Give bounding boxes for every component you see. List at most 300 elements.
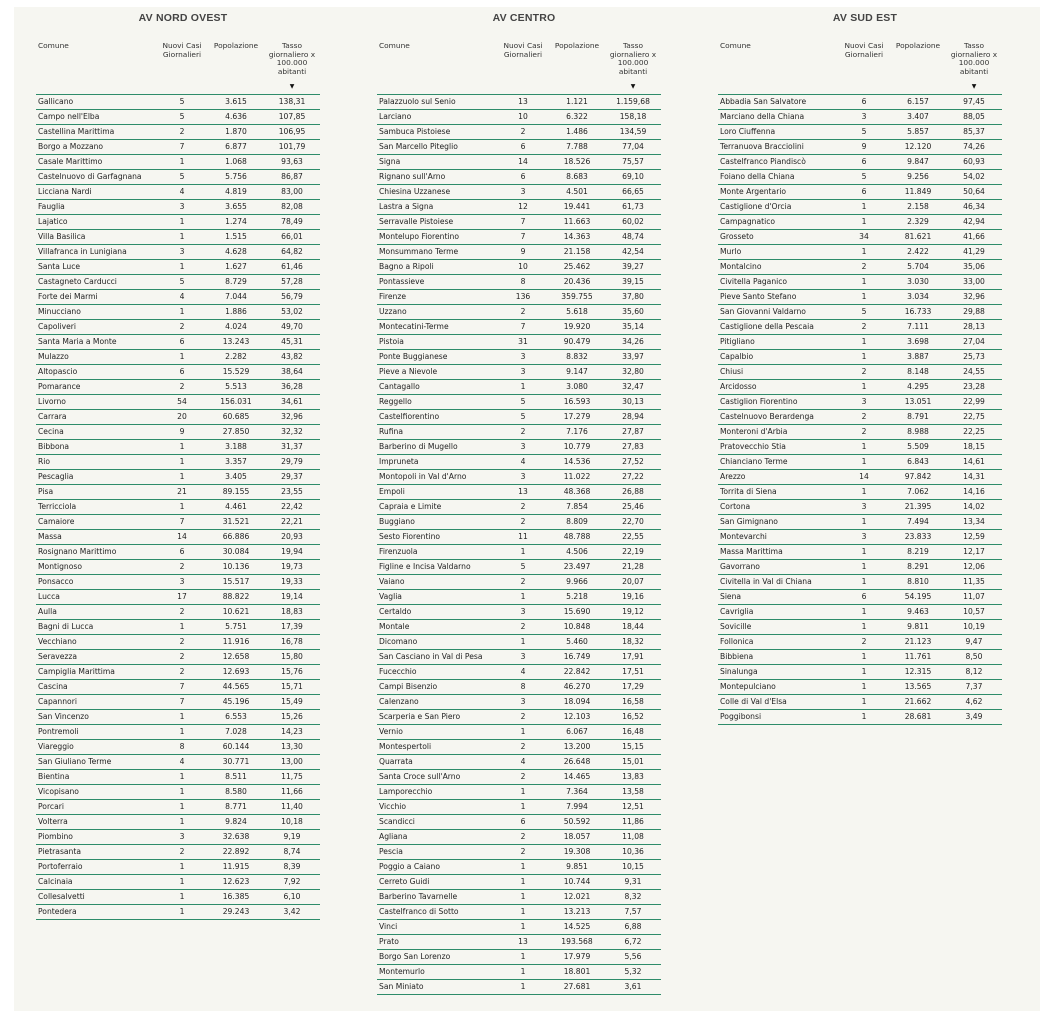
table-row xyxy=(377,890,661,905)
cell-tasso: 61,73 xyxy=(605,200,661,215)
cell-nuovi-casi: 5 xyxy=(497,410,549,425)
cell-nuovi-casi: 5 xyxy=(497,395,549,410)
table-row xyxy=(377,665,661,680)
cell-tasso: 134,59 xyxy=(605,125,661,140)
cell-nuovi-casi: 5 xyxy=(156,170,208,185)
cell-comune: San Vincenzo xyxy=(36,710,156,725)
cell-nuovi-casi: 8 xyxy=(156,740,208,755)
cell-tasso: 15,26 xyxy=(264,710,320,725)
cell-comune: Rufina xyxy=(377,425,497,440)
table-row xyxy=(377,305,661,320)
cell-nuovi-casi: 2 xyxy=(838,635,890,650)
cell-nuovi-casi: 1 xyxy=(838,665,890,680)
cell-comune: Certaldo xyxy=(377,605,497,620)
table-row xyxy=(36,830,320,845)
cell-popolazione: 14.465 xyxy=(549,770,605,785)
cell-nuovi-casi: 1 xyxy=(838,695,890,710)
cell-nuovi-casi: 7 xyxy=(497,215,549,230)
table-row xyxy=(36,620,320,635)
panel-title: AV CENTRO xyxy=(492,12,556,24)
cell-tasso: 35,14 xyxy=(605,320,661,335)
cell-popolazione: 44.565 xyxy=(208,680,264,695)
table-row xyxy=(377,725,661,740)
cell-tasso: 19,12 xyxy=(605,605,661,620)
cell-nuovi-casi: 13 xyxy=(497,95,549,110)
table-row xyxy=(377,920,661,935)
cell-popolazione: 90.479 xyxy=(549,335,605,350)
cell-nuovi-casi: 3 xyxy=(156,245,208,260)
cell-comune: Pontassieve xyxy=(377,275,497,290)
table-row xyxy=(36,350,320,365)
cell-nuovi-casi: 13 xyxy=(497,485,549,500)
cell-popolazione: 4.501 xyxy=(549,185,605,200)
cell-tasso: 24,55 xyxy=(946,365,1002,380)
cell-popolazione: 5.513 xyxy=(208,380,264,395)
table-row xyxy=(718,170,1002,185)
cell-nuovi-casi: 2 xyxy=(156,845,208,860)
table-row xyxy=(718,485,1002,500)
cell-popolazione: 3.407 xyxy=(890,110,946,125)
cell-comune: Campagnatico xyxy=(718,215,838,230)
cell-nuovi-casi: 1 xyxy=(156,500,208,515)
cell-popolazione: 5.756 xyxy=(208,170,264,185)
cell-comune: Porcari xyxy=(36,800,156,815)
cell-comune: Palazzuolo sul Senio xyxy=(377,95,497,110)
cell-tasso: 27,87 xyxy=(605,425,661,440)
table-row xyxy=(377,335,661,350)
table-row xyxy=(718,575,1002,590)
cell-nuovi-casi: 1 xyxy=(156,470,208,485)
cell-popolazione: 4.461 xyxy=(208,500,264,515)
cell-popolazione: 156.031 xyxy=(208,395,264,410)
cell-comune: Piombino xyxy=(36,830,156,845)
cell-nuovi-casi: 3 xyxy=(838,530,890,545)
table-row xyxy=(718,230,1002,245)
cell-tasso: 10,57 xyxy=(946,605,1002,620)
cell-nuovi-casi: 1 xyxy=(497,545,549,560)
cell-tasso: 22,42 xyxy=(264,500,320,515)
table-row xyxy=(377,320,661,335)
cell-tasso: 22,19 xyxy=(605,545,661,560)
cell-tasso: 97,45 xyxy=(946,95,1002,110)
table-row xyxy=(36,860,320,875)
data-table xyxy=(377,42,661,995)
cell-popolazione: 12.693 xyxy=(208,665,264,680)
table-row xyxy=(377,560,661,575)
cell-popolazione: 17.279 xyxy=(549,410,605,425)
cell-nuovi-casi: 1 xyxy=(497,980,549,995)
cell-popolazione: 5.509 xyxy=(890,440,946,455)
cell-tasso: 66,01 xyxy=(264,230,320,245)
cell-popolazione: 3.655 xyxy=(208,200,264,215)
cell-popolazione: 20.436 xyxy=(549,275,605,290)
cell-comune: Lastra a Signa xyxy=(377,200,497,215)
cell-nuovi-casi: 2 xyxy=(497,830,549,845)
table-header-row xyxy=(36,42,320,95)
cell-comune: Castellina Marittima xyxy=(36,125,156,140)
table-row xyxy=(377,350,661,365)
cell-comune: Capannori xyxy=(36,695,156,710)
table-row xyxy=(377,530,661,545)
cell-tasso: 9,19 xyxy=(264,830,320,845)
cell-popolazione: 3.698 xyxy=(890,335,946,350)
cell-popolazione: 14.536 xyxy=(549,455,605,470)
table-row xyxy=(377,695,661,710)
cell-tasso: 29,88 xyxy=(946,305,1002,320)
cell-popolazione: 4.506 xyxy=(549,545,605,560)
cell-popolazione: 7.364 xyxy=(549,785,605,800)
cell-comune: Siena xyxy=(718,590,838,605)
cell-comune: Calenzano xyxy=(377,695,497,710)
table-row xyxy=(377,470,661,485)
cell-popolazione: 12.103 xyxy=(549,710,605,725)
cell-nuovi-casi: 14 xyxy=(497,155,549,170)
cell-tasso: 11,86 xyxy=(605,815,661,830)
cell-nuovi-casi: 1 xyxy=(838,215,890,230)
cell-comune: Follonica xyxy=(718,635,838,650)
cell-popolazione: 5.218 xyxy=(549,590,605,605)
cell-tasso: 29,79 xyxy=(264,455,320,470)
cell-comune: Altopascio xyxy=(36,365,156,380)
table-row xyxy=(377,830,661,845)
cell-popolazione: 16.733 xyxy=(890,305,946,320)
cell-tasso: 85,37 xyxy=(946,125,1002,140)
table-row xyxy=(718,635,1002,650)
table-row xyxy=(718,590,1002,605)
cell-nuovi-casi: 2 xyxy=(497,515,549,530)
cell-nuovi-casi: 34 xyxy=(838,230,890,245)
table-row xyxy=(36,905,320,920)
cell-tasso: 14,23 xyxy=(264,725,320,740)
table-row xyxy=(718,245,1002,260)
cell-popolazione: 8.148 xyxy=(890,365,946,380)
cell-comune: Rosignano Marittimo xyxy=(36,545,156,560)
cell-nuovi-casi: 1 xyxy=(497,920,549,935)
cell-comune: Abbadia San Salvatore xyxy=(718,95,838,110)
cell-popolazione: 50.592 xyxy=(549,815,605,830)
cell-popolazione: 1.627 xyxy=(208,260,264,275)
table-row xyxy=(377,155,661,170)
cell-popolazione: 9.463 xyxy=(890,605,946,620)
cell-nuovi-casi: 7 xyxy=(156,695,208,710)
cell-nuovi-casi: 5 xyxy=(497,560,549,575)
table-row xyxy=(36,815,320,830)
cell-popolazione: 2.422 xyxy=(890,245,946,260)
cell-comune: Ponte Buggianese xyxy=(377,350,497,365)
cell-popolazione: 14.363 xyxy=(549,230,605,245)
table-row xyxy=(36,530,320,545)
header-tasso[interactable] xyxy=(946,42,1002,95)
cell-nuovi-casi: 2 xyxy=(156,380,208,395)
cell-nuovi-casi: 1 xyxy=(497,590,549,605)
cell-popolazione: 21.395 xyxy=(890,500,946,515)
cell-comune: Bagni di Lucca xyxy=(36,620,156,635)
cell-tasso: 17,91 xyxy=(605,650,661,665)
cell-popolazione: 8.580 xyxy=(208,785,264,800)
table-row xyxy=(377,365,661,380)
cell-tasso: 8,39 xyxy=(264,860,320,875)
cell-nuovi-casi: 5 xyxy=(838,305,890,320)
cell-nuovi-casi: 6 xyxy=(497,140,549,155)
cell-comune: Scandicci xyxy=(377,815,497,830)
cell-tasso: 34,61 xyxy=(264,395,320,410)
cell-popolazione: 10.744 xyxy=(549,875,605,890)
cell-nuovi-casi: 1 xyxy=(838,560,890,575)
cell-popolazione: 4.024 xyxy=(208,320,264,335)
cell-tasso: 32,80 xyxy=(605,365,661,380)
header-tasso-label: Tasso giornaliero x 100.000 abitanti xyxy=(950,41,998,76)
header-tasso[interactable] xyxy=(605,42,661,95)
cell-tasso: 11,07 xyxy=(946,590,1002,605)
cell-comune: Montespertoli xyxy=(377,740,497,755)
cell-comune: Gavorrano xyxy=(718,560,838,575)
cell-tasso: 158,18 xyxy=(605,110,661,125)
cell-nuovi-casi: 3 xyxy=(497,185,549,200)
cell-nuovi-casi: 5 xyxy=(838,125,890,140)
cell-popolazione: 13.565 xyxy=(890,680,946,695)
cell-comune: Pistoia xyxy=(377,335,497,350)
cell-popolazione: 13.213 xyxy=(549,905,605,920)
cell-tasso: 27,22 xyxy=(605,470,661,485)
table-row xyxy=(36,845,320,860)
cell-popolazione: 2.158 xyxy=(890,200,946,215)
cell-comune: Empoli xyxy=(377,485,497,500)
cell-nuovi-casi: 1 xyxy=(838,650,890,665)
cell-popolazione: 1.121 xyxy=(549,95,605,110)
header-comune[interactable]: Comune xyxy=(718,42,838,95)
cell-tasso: 22,99 xyxy=(946,395,1002,410)
table-row xyxy=(377,740,661,755)
cell-comune: Terranuova Bracciolini xyxy=(718,140,838,155)
cell-popolazione: 18.801 xyxy=(549,965,605,980)
cell-comune: Figline e Incisa Valdarno xyxy=(377,560,497,575)
cell-popolazione: 10.621 xyxy=(208,605,264,620)
cell-tasso: 12,59 xyxy=(946,530,1002,545)
table-row xyxy=(377,965,661,980)
header-nuovi-casi[interactable]: Nuovi Casi Giornalieri xyxy=(497,42,549,95)
cell-nuovi-casi: 7 xyxy=(156,515,208,530)
table-row xyxy=(36,785,320,800)
cell-tasso: 15,71 xyxy=(264,680,320,695)
cell-comune: Monsummano Terme xyxy=(377,245,497,260)
cell-nuovi-casi: 1 xyxy=(838,680,890,695)
table-row xyxy=(377,440,661,455)
cell-tasso: 27,04 xyxy=(946,335,1002,350)
cell-nuovi-casi: 5 xyxy=(156,110,208,125)
cell-popolazione: 8.771 xyxy=(208,800,264,815)
cell-tasso: 25,73 xyxy=(946,350,1002,365)
cell-popolazione: 81.621 xyxy=(890,230,946,245)
cell-tasso: 11,40 xyxy=(264,800,320,815)
cell-popolazione: 23.497 xyxy=(549,560,605,575)
cell-nuovi-casi: 1 xyxy=(838,485,890,500)
cell-comune: Torrita di Siena xyxy=(718,485,838,500)
cell-nuovi-casi: 1 xyxy=(497,725,549,740)
cell-tasso: 15,76 xyxy=(264,665,320,680)
cell-popolazione: 15.690 xyxy=(549,605,605,620)
cell-comune: Vinci xyxy=(377,920,497,935)
cell-tasso: 12,17 xyxy=(946,545,1002,560)
cell-comune: Cascina xyxy=(36,680,156,695)
cell-popolazione: 16.385 xyxy=(208,890,264,905)
cell-tasso: 33,00 xyxy=(946,275,1002,290)
cell-comune: Firenze xyxy=(377,290,497,305)
cell-tasso: 16,78 xyxy=(264,635,320,650)
cell-comune: Cerreto Guidi xyxy=(377,875,497,890)
cell-comune: Castelnuovo di Garfagnana xyxy=(36,170,156,185)
cell-comune: Fauglia xyxy=(36,200,156,215)
cell-popolazione: 7.062 xyxy=(890,485,946,500)
cell-popolazione: 15.529 xyxy=(208,365,264,380)
cell-popolazione: 8.291 xyxy=(890,560,946,575)
cell-comune: Massa Marittima xyxy=(718,545,838,560)
table-row xyxy=(36,320,320,335)
table-row xyxy=(377,455,661,470)
cell-nuovi-casi: 1 xyxy=(497,905,549,920)
cell-nuovi-casi: 7 xyxy=(156,680,208,695)
cell-nuovi-casi: 9 xyxy=(838,140,890,155)
header-tasso-label: Tasso giornaliero x 100.000 abitanti xyxy=(268,41,316,76)
cell-nuovi-casi: 3 xyxy=(497,650,549,665)
cell-popolazione: 3.030 xyxy=(890,275,946,290)
cell-tasso: 11,35 xyxy=(946,575,1002,590)
cell-popolazione: 30.771 xyxy=(208,755,264,770)
cell-popolazione: 12.623 xyxy=(208,875,264,890)
cell-tasso: 22,70 xyxy=(605,515,661,530)
table-row xyxy=(377,590,661,605)
cell-comune: Bibbiena xyxy=(718,650,838,665)
table-row xyxy=(718,125,1002,140)
cell-comune: Vaiano xyxy=(377,575,497,590)
cell-popolazione: 5.460 xyxy=(549,635,605,650)
header-nuovi-casi[interactable]: Nuovi Casi Giornalieri xyxy=(156,42,208,95)
cell-comune: Sambuca Pistoiese xyxy=(377,125,497,140)
cell-tasso: 16,52 xyxy=(605,710,661,725)
header-popolazione[interactable]: Popolazione xyxy=(549,42,605,95)
cell-comune: Capraia e Limite xyxy=(377,500,497,515)
cell-tasso: 11,66 xyxy=(264,785,320,800)
panel-title: AV SUD EST xyxy=(832,12,898,24)
cell-nuovi-casi: 2 xyxy=(838,365,890,380)
table-row xyxy=(377,95,661,110)
cell-popolazione: 66.886 xyxy=(208,530,264,545)
header-popolazione[interactable]: Popolazione xyxy=(890,42,946,95)
cell-comune: Pieve Santo Stefano xyxy=(718,290,838,305)
table-row xyxy=(718,425,1002,440)
cell-comune: Bientina xyxy=(36,770,156,785)
cell-tasso: 19,73 xyxy=(264,560,320,575)
cell-comune: Castagneto Carducci xyxy=(36,275,156,290)
cell-popolazione: 7.111 xyxy=(890,320,946,335)
cell-comune: Monteroni d'Arbia xyxy=(718,425,838,440)
table-row xyxy=(377,710,661,725)
cell-tasso: 26,88 xyxy=(605,485,661,500)
table-row xyxy=(36,470,320,485)
cell-comune: Serravalle Pistoiese xyxy=(377,215,497,230)
cell-popolazione: 54.195 xyxy=(890,590,946,605)
cell-nuovi-casi: 1 xyxy=(838,620,890,635)
table-row xyxy=(718,530,1002,545)
header-nuovi-casi[interactable]: Nuovi Casi Giornalieri xyxy=(838,42,890,95)
table-row xyxy=(718,620,1002,635)
header-tasso[interactable] xyxy=(264,42,320,95)
cell-tasso: 50,64 xyxy=(946,185,1002,200)
cell-comune: Bagno a Ripoli xyxy=(377,260,497,275)
cell-comune: Reggello xyxy=(377,395,497,410)
cell-comune: Montale xyxy=(377,620,497,635)
header-comune[interactable]: Comune xyxy=(377,42,497,95)
cell-nuovi-casi: 1 xyxy=(156,815,208,830)
cell-nuovi-casi: 1 xyxy=(838,575,890,590)
cell-comune: San Giovanni Valdarno xyxy=(718,305,838,320)
cell-nuovi-casi: 2 xyxy=(156,605,208,620)
table-row xyxy=(718,380,1002,395)
cell-tasso: 33,97 xyxy=(605,350,661,365)
table-row xyxy=(36,110,320,125)
cell-tasso: 32,32 xyxy=(264,425,320,440)
cell-nuovi-casi: 20 xyxy=(156,410,208,425)
cell-nuovi-casi: 3 xyxy=(156,830,208,845)
cell-tasso: 107,85 xyxy=(264,110,320,125)
table-row xyxy=(36,755,320,770)
cell-tasso: 14,02 xyxy=(946,500,1002,515)
header-popolazione[interactable]: Popolazione xyxy=(208,42,264,95)
cell-popolazione: 193.568 xyxy=(549,935,605,950)
table-row xyxy=(718,500,1002,515)
cell-nuovi-casi: 10 xyxy=(497,260,549,275)
cell-nuovi-casi: 3 xyxy=(497,470,549,485)
cell-comune: Villa Basilica xyxy=(36,230,156,245)
cell-comune: Volterra xyxy=(36,815,156,830)
cell-popolazione: 15.517 xyxy=(208,575,264,590)
table-row xyxy=(377,215,661,230)
cell-popolazione: 9.811 xyxy=(890,620,946,635)
cell-nuovi-casi: 9 xyxy=(156,425,208,440)
cell-tasso: 12,51 xyxy=(605,800,661,815)
cell-popolazione: 1.886 xyxy=(208,305,264,320)
table-row xyxy=(377,140,661,155)
cell-nuovi-casi: 9 xyxy=(497,245,549,260)
cell-tasso: 61,46 xyxy=(264,260,320,275)
cell-popolazione: 6.067 xyxy=(549,725,605,740)
cell-nuovi-casi: 11 xyxy=(497,530,549,545)
cell-tasso: 42,94 xyxy=(946,215,1002,230)
cell-comune: Montopoli in Val d'Arno xyxy=(377,470,497,485)
cell-nuovi-casi: 1 xyxy=(156,860,208,875)
cell-nuovi-casi: 3 xyxy=(497,605,549,620)
table-row xyxy=(36,680,320,695)
cell-tasso: 64,82 xyxy=(264,245,320,260)
cell-popolazione: 9.147 xyxy=(549,365,605,380)
cell-popolazione: 60.685 xyxy=(208,410,264,425)
table-row xyxy=(377,950,661,965)
cell-tasso: 27,52 xyxy=(605,455,661,470)
cell-popolazione: 5.857 xyxy=(890,125,946,140)
cell-nuovi-casi: 1 xyxy=(156,215,208,230)
header-comune[interactable]: Comune xyxy=(36,42,156,95)
table-row xyxy=(377,860,661,875)
cell-nuovi-casi: 3 xyxy=(156,575,208,590)
table-row xyxy=(718,545,1002,560)
cell-popolazione: 21.123 xyxy=(890,635,946,650)
cell-nuovi-casi: 4 xyxy=(156,185,208,200)
cell-popolazione: 4.636 xyxy=(208,110,264,125)
cell-popolazione: 3.188 xyxy=(208,440,264,455)
cell-comune: Terricciola xyxy=(36,500,156,515)
cell-popolazione: 1.870 xyxy=(208,125,264,140)
cell-tasso: 1.159,68 xyxy=(605,95,661,110)
table-row xyxy=(36,365,320,380)
